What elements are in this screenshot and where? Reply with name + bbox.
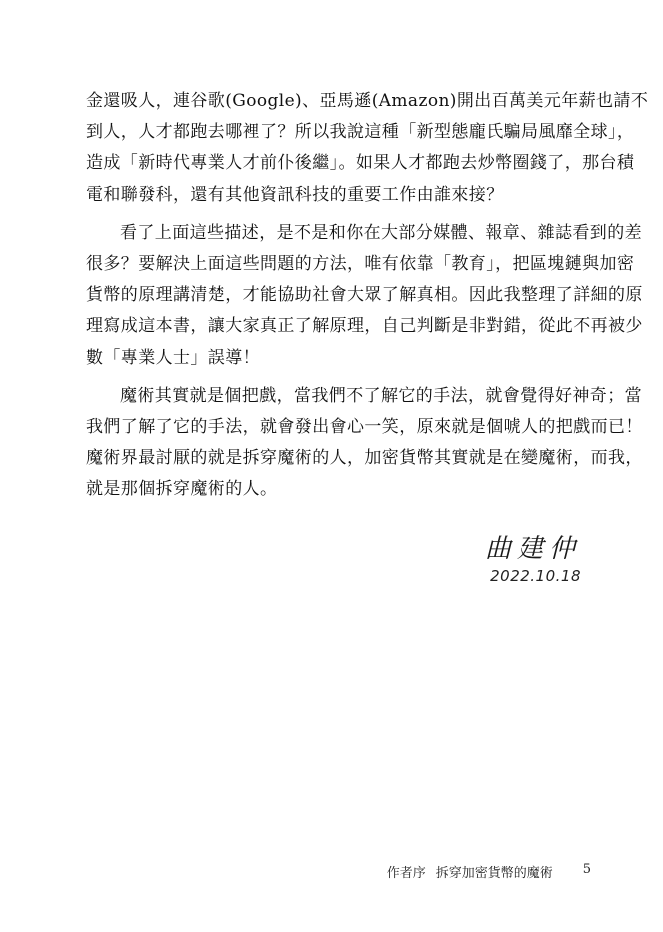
text-line: 我們了解了它的手法，就會發出會心一笑，原來就是個唬人的把戲而已！ [86, 417, 643, 438]
text-line: 就是那個拆穿魔術的人。 [86, 479, 278, 500]
text-line: 到人，人才都跑去哪裡了？所以我說這種「新型態龐氏騙局風靡全球」， [86, 122, 635, 143]
text-line: 很多？要解決上面這些問題的方法，唯有依靠「教育」，把區塊鏈與加密 [86, 254, 635, 275]
footer-book-title: 拆穿加密貨幣的魔術 [435, 866, 553, 881]
text-line: 造成「新時代專業人才前仆後繼」。如果人才都跑去炒幣圈錢了，那台積 [86, 153, 635, 174]
signature-date: 2022.10.18 [490, 567, 581, 585]
paragraph-1 [86, 86, 649, 211]
text-line: 數「專業人士」誤導！ [86, 347, 260, 368]
footer-section: 作者序 [386, 866, 426, 881]
page-number: 5 [582, 862, 591, 877]
text-line: 金還吸人，連谷歌(Google)、亞馬遜(Amazon)開出百萬美元年薪也請不 [86, 91, 649, 111]
text-line: 魔術界最討厭的就是拆穿魔術的人，加密貨幣其實就是在變魔術，而我， [86, 448, 643, 469]
paragraph-3 [86, 381, 643, 506]
text-line: 電和聯發科，還有其他資訊科技的重要工作由誰來接？ [86, 184, 504, 205]
paragraph-2 [86, 218, 643, 374]
author-signature [485, 531, 581, 585]
signature-name: 曲建仲 [484, 534, 581, 564]
text-line: 理寫成這本書，讓大家真正了解原理，自己判斷是非對錯，從此不再被少 [86, 316, 643, 337]
body-text [86, 86, 649, 506]
text-line: 魔術其實就是個把戲，當我們不了解它的手法，就會覺得好神奇；當 [120, 385, 642, 406]
page-footer [387, 862, 591, 881]
text-line: 看了上面這些描述，是不是和你在大部分媒體、報章、雜誌看到的差 [120, 222, 642, 243]
text-line: 貨幣的原理講清楚，才能協助社會大眾了解真相。因此我整理了詳細的原 [86, 285, 643, 306]
